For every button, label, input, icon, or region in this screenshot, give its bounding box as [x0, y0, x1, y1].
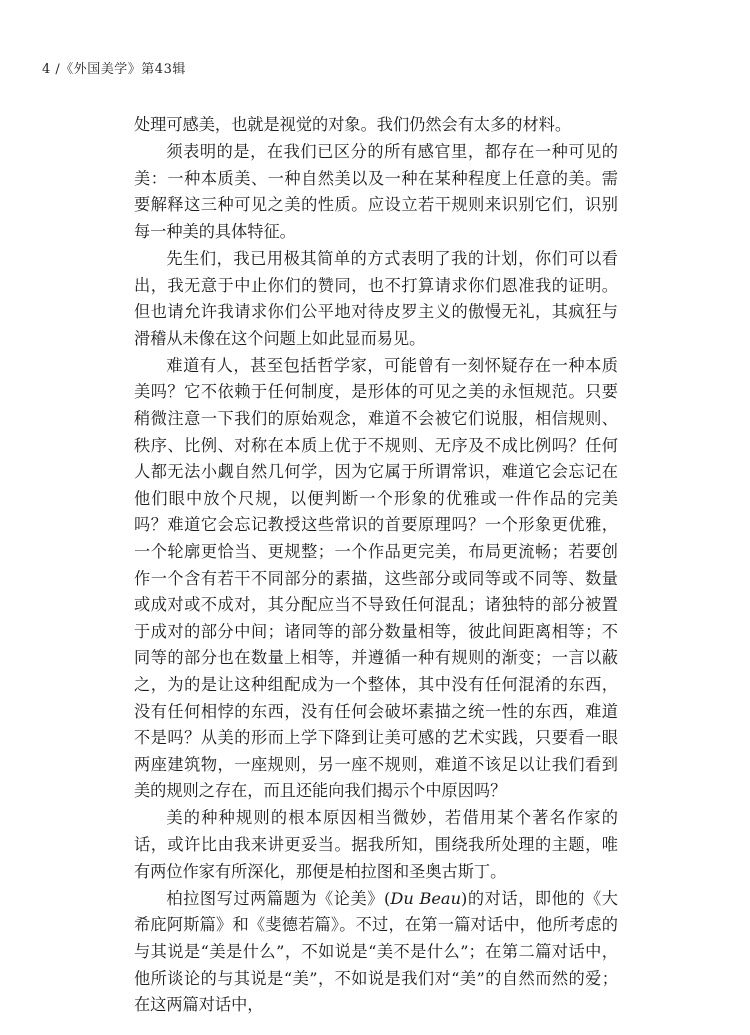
- paragraph-2: 须表明的是，在我们已区分的所有感官里，都存在一种可见的美：一种本质美、一种自然美以及一种在某种程度上任意的美。需要解释这三种可见之美的性质。应设立若干规则来识别它们，识别每一种美的具体特征。: [134, 142, 618, 241]
- paragraph-5: 美的种种规则的根本原因相当微妙，若借用某个著名作家的话，或许比由我来讲更妥当。据我所知，围绕我所处理的主题，唯有两位作家有所深化，那便是柏拉图和圣奥古斯丁。: [134, 808, 618, 881]
- running-header: [42, 58, 186, 77]
- paragraph-6-part-b: )的对话，即他的《大希庇阿斯篇》和《斐德若篇》。不过，在第一篇对话中，他所考虑的与其说是“美是什么”，不如说是“美不是什么”；在第二篇对话中，他所谈论的与其说是“美”，不如说是我们对“美”的自然而然的爱；在这两篇对话中，: [134, 888, 618, 1015]
- paragraph-1: 处理可感美，也就是视觉的对象。我们仍然会有太多的材料。: [134, 115, 572, 134]
- body-text: [134, 112, 618, 1019]
- paragraph-3: 先生们，我已用极其简单的方式表明了我的计划，你们可以看出，我无意于中止你们的赞同，也不打算请求你们恩准我的证明。但也请允许我请求你们公平地对待皮罗主义的傲慢无礼，其疯狂与滑稽从未像在这个问题上如此显而易见。: [134, 248, 618, 348]
- paragraph-6-part-a: 柏拉图写过两篇题为《论美》(: [166, 888, 391, 908]
- page-number: 4: [42, 62, 51, 77]
- journal-title: /《外国美学》第43辑: [55, 62, 186, 77]
- paragraph-4: 难道有人，甚至包括哲学家，可能曾有一刻怀疑存在一种本质美吗？它不依赖于任何制度，是形体的可见之美的永恒规范。只要稍微注意一下我们的原始观念，难道不会被它们说服，相信规则、秩序、比例、对称在本质上优于不规则、无序及不成比例吗？任何人都无法小觑自然几何学，因为它属于所谓常识，难道它会忘记在他们眼中放个尺规，以便判断一个形象的优雅或一件作品的完美吗？难道它会忘记教授这些常识的首要原理吗？一个形象更优雅，一个轮廓更恰当、更规整；一个作品更完美，布局更流畅；若要创作一个含有若干不同部分的素描，这些部分或同等或不同等、数量或成对或不成对，其分配应当不导致任何混乱；诸独特的部分被置于成对的部分中间；诸同等的部分数量相等，彼此间距离相等；不同等的部分也在数量上相等，并遵循一种有规则的渐变；一言以蔽之，为的是让这种组配成为一个整体，其中没有任何混淆的东西，没有任何相悖的东西，没有任何会破坏素描之统一性的东西，难道不是吗？从美的形而上学下降到让美可感的艺术实践，只要看一眼两座建筑物，一座规则，另一座不规则，难道不该足以让我们看到美的规则之存在，而且还能向我们揭示个中原因吗？: [134, 355, 618, 801]
- paragraph-6: [134, 886, 618, 1019]
- latin-title: Du Beau: [390, 888, 461, 908]
